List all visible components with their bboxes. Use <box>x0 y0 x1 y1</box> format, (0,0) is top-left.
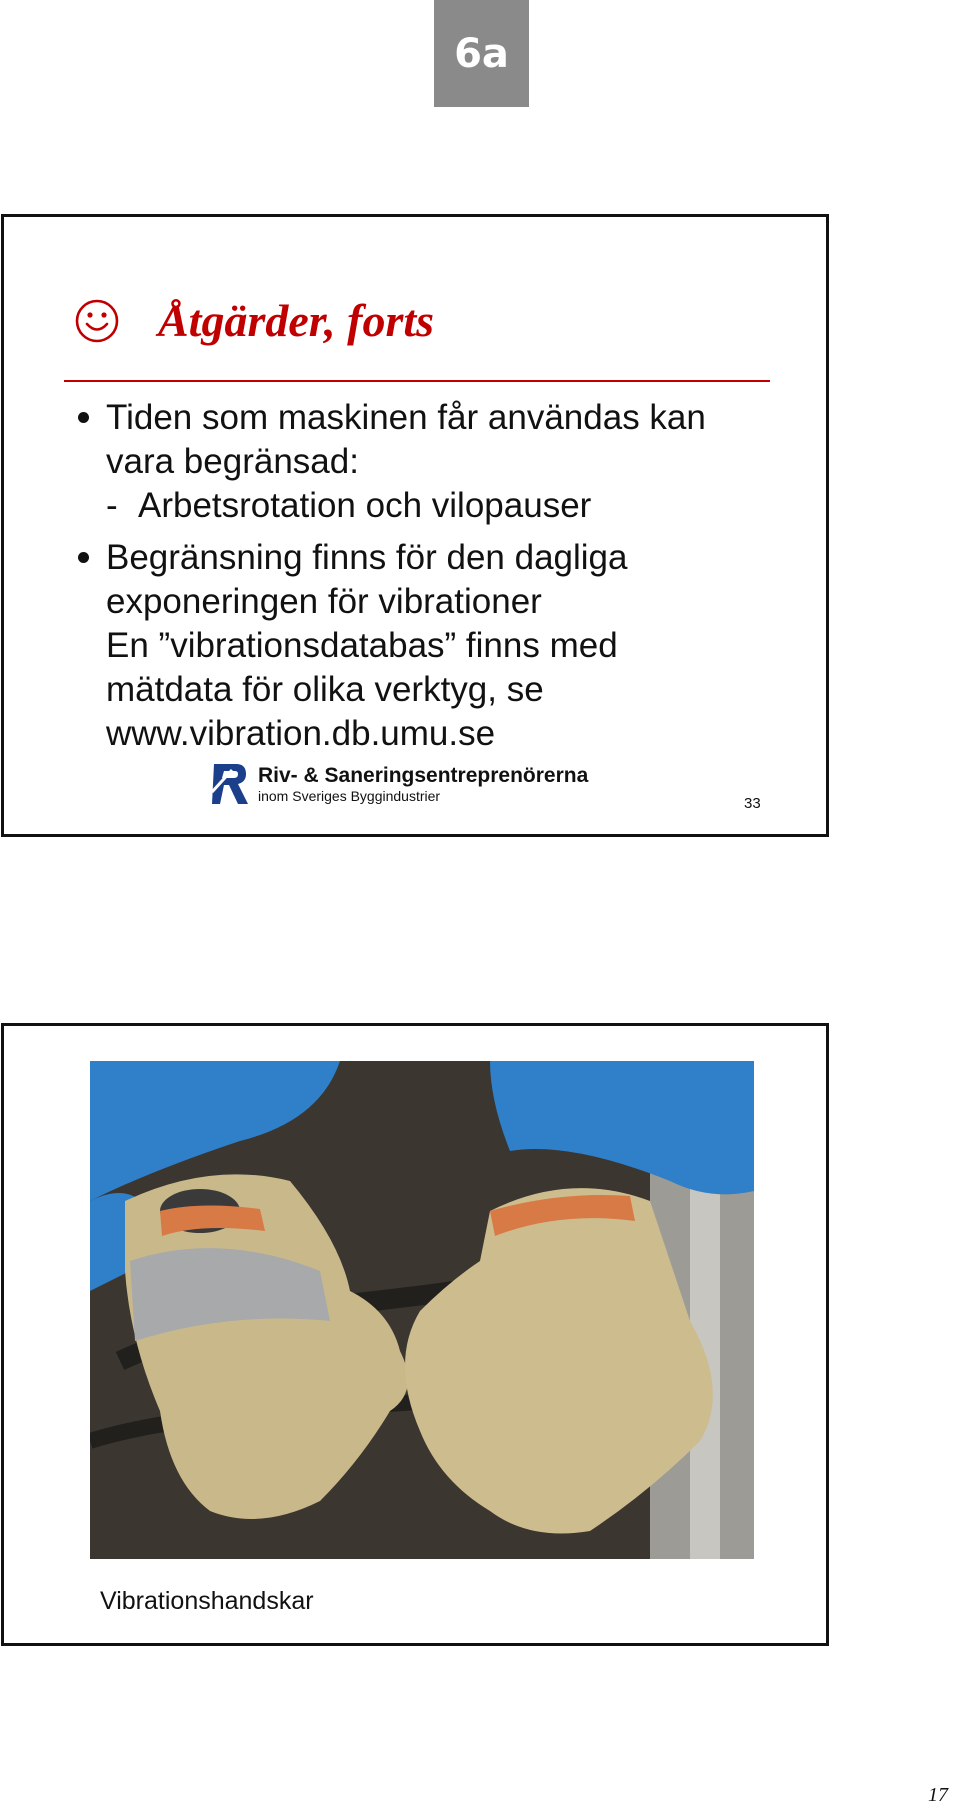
bullet-list <box>74 396 794 764</box>
bullet-item <box>74 536 794 756</box>
title-rule <box>64 380 770 382</box>
subline-dash: - <box>106 486 118 525</box>
bullet-dot-icon <box>78 552 89 563</box>
bullet-dot-icon <box>78 412 89 423</box>
bullet-subline <box>106 484 794 528</box>
bullet-line: vara begränsad: <box>106 442 359 481</box>
bullet-line: exponeringen för vibrationer <box>106 582 542 621</box>
bullet-link-text: www.vibration.db.umu.se <box>106 714 496 753</box>
slide-gloves <box>1 1023 829 1646</box>
bullet-line: En ”vibrationsdatabas” finns med <box>106 626 618 665</box>
page-footer-number: 17 <box>928 1784 948 1806</box>
slide-title: Åtgärder, forts <box>158 295 435 346</box>
bullet-line: Tiden som maskinen får användas kan <box>106 398 706 437</box>
slide-measures <box>1 214 829 837</box>
gloves-photo <box>90 1061 754 1559</box>
slide-title-row <box>74 295 434 347</box>
bullet-line: Begränsning finns för den dagliga <box>106 538 628 577</box>
subline-text: Arbetsrotation och vilopauser <box>138 486 592 525</box>
bullet-item <box>74 396 794 528</box>
bullet-line: mätdata för olika verktyg, se <box>106 670 544 709</box>
smiley-icon <box>74 298 120 344</box>
logo-mark-icon <box>210 760 250 808</box>
photo-caption: Vibrationshandskar <box>100 1587 314 1615</box>
logo-text <box>258 764 588 804</box>
logo-name: Riv- & Saneringsentreprenörerna <box>258 764 589 787</box>
company-logo <box>210 760 588 808</box>
gloves-photo-image <box>90 1061 754 1559</box>
logo-subtitle: inom Sveriges Byggindustrier <box>258 788 441 804</box>
slide-page-number: 33 <box>744 795 761 812</box>
section-tab: 6a <box>434 0 529 107</box>
